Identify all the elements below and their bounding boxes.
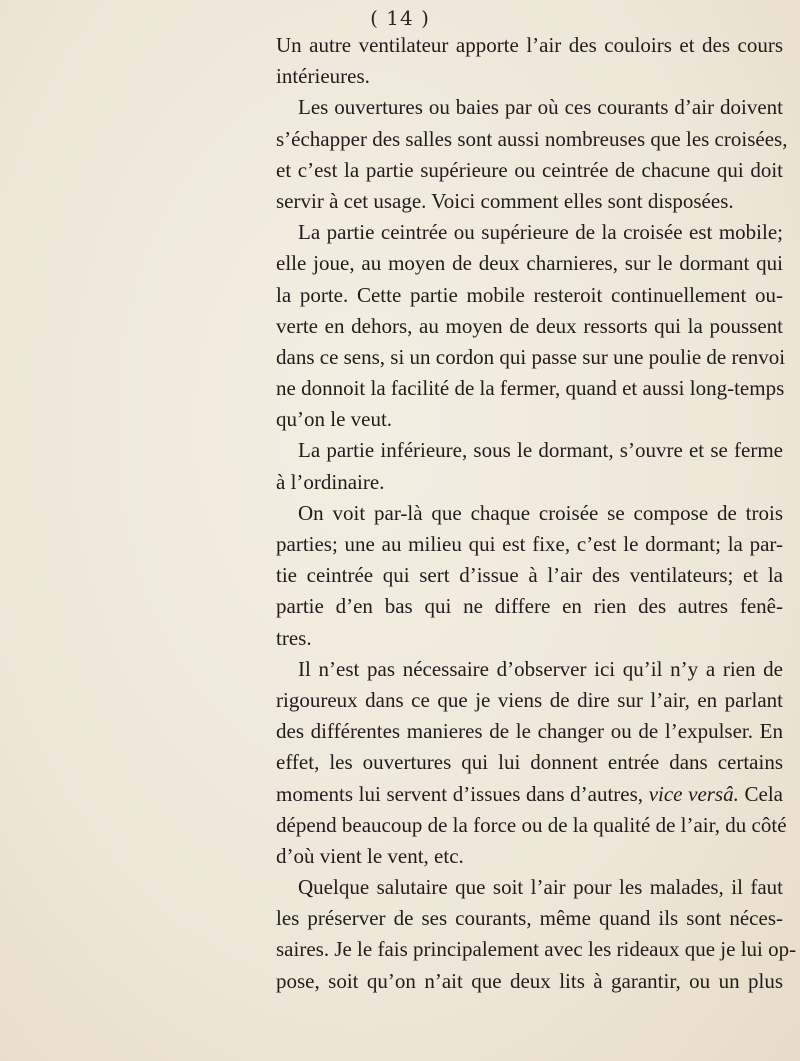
text-line: effet, les ouvertures qui lui donnent entrée dans certains — [276, 750, 783, 775]
text-line: d’où vient le vent, etc. — [276, 843, 464, 868]
text-line: qu’on le veut. — [276, 407, 393, 432]
text-line: Il n’est pas nécessaire d’observer ici qu’il n’y a rien de — [298, 656, 783, 681]
text-line: partie d’en bas qui ne differe en rien des autres fenê- — [276, 594, 783, 619]
text-line: parties; une au milieu qui est fixe, c’est le dormant; la par- — [276, 532, 783, 556]
text-line: dépend beaucoup de la force ou de la qualité de l’air, du côté — [276, 812, 787, 837]
text-line: à l’ordinaire. — [276, 469, 385, 494]
text-line-mixed — [276, 779, 783, 810]
text-segment: moments lui servent d’issues dans d’autres, — [276, 781, 644, 806]
text-line: dans ce sens, si un cordon qui passe sur une poulie de renvoi — [276, 344, 786, 369]
text-line: saires. Je le fais principalement avec les rideaux que je lui op- — [276, 937, 797, 962]
text-line: elle joue, au moyen de deux charnieres, sur le dormant qui — [276, 251, 783, 276]
text-line: On voit par-là que chaque croisée se compose de trois — [298, 500, 783, 525]
text-line: tie ceintrée qui sert d’issue à l’air des ventilateurs; et la — [276, 563, 783, 588]
text-line: Les ouvertures ou baies par où ces courants d’air doivent — [298, 95, 783, 120]
italic-phrase: vice versâ. — [648, 781, 739, 806]
text-line: intérieures. — [276, 64, 370, 89]
text-line: tres. — [276, 625, 312, 650]
text-line: les préserver de ses courants, même quand ils sont néces- — [276, 906, 783, 931]
text-line: verte en dehors, au moyen de deux ressorts qui la poussent — [276, 313, 783, 338]
text-line: La partie inférieure, sous le dormant, s’ouvre et se ferme — [298, 438, 783, 463]
text-line: des différentes manieres de le changer ou de l’expulser. En — [276, 719, 783, 744]
text-line: et c’est la partie supérieure ou ceintrée de chacune qui doit — [276, 157, 783, 182]
text-line: ne donnoit la facilité de la fermer, quand et aussi long-temps — [276, 376, 785, 401]
text-line: rigoureux dans ce que je viens de dire sur l’air, en parlant — [276, 687, 783, 712]
text-line: la porte. Cette partie mobile resteroit continuellement ou- — [276, 282, 783, 307]
text-line: La partie ceintrée ou supérieure de la croisée est mobile; — [298, 220, 783, 245]
text-line: Quelque salutaire que soit l’air pour les malades, il faut — [298, 875, 783, 900]
page-number: ( 14 ) — [370, 6, 430, 30]
text-line: pose, soit qu’on n’ait que deux lits à garantir, ou un plus — [276, 968, 783, 993]
text-line: Un autre ventilateur apporte l’air des couloirs et des cours — [276, 33, 783, 57]
text-line: servir à cet usage. Voici comment elles sont disposées. — [276, 188, 734, 213]
text-line: s’échapper des salles sont aussi nombreuses que les croisées, — [276, 126, 788, 151]
body-text — [276, 30, 797, 997]
text-segment: Cela — [744, 781, 783, 806]
